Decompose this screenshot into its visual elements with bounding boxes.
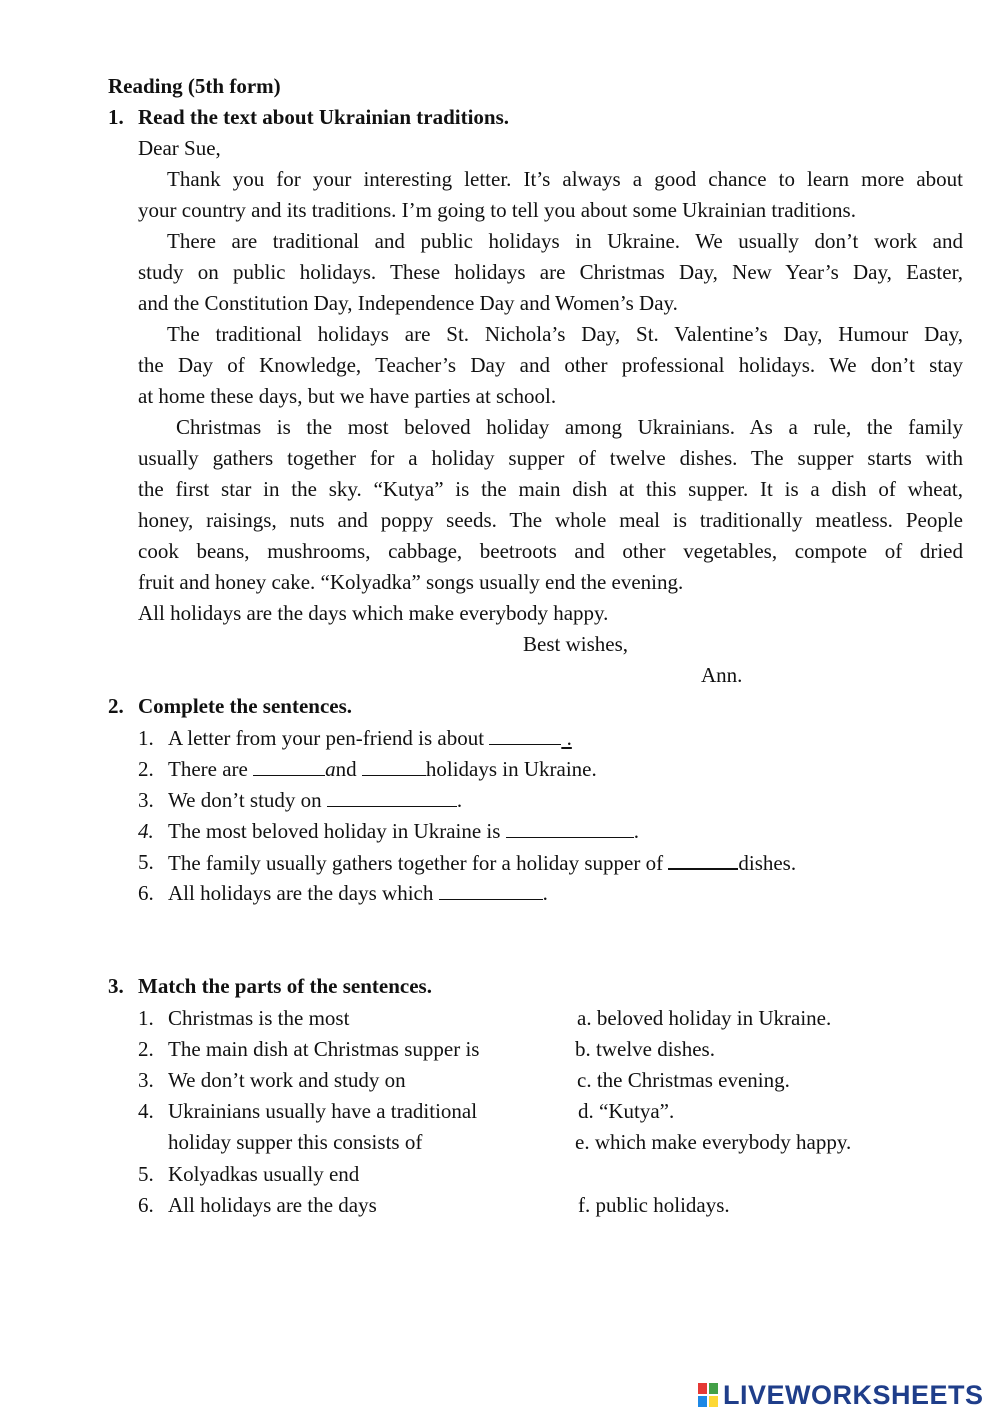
letter-signature: Ann.	[701, 663, 743, 687]
sentence-end: .	[542, 881, 548, 905]
task3-left-item[interactable]: Kolyadkas usually end	[168, 1162, 360, 1186]
task2-item-number: 1.	[138, 726, 154, 750]
letter-line: and the Constitution Day, Independence Day and Women’s Day.	[138, 291, 678, 315]
answer-blank[interactable]	[253, 757, 325, 776]
sentence-text: We don’t study on	[168, 788, 327, 812]
task2-item-number: 4.	[138, 819, 154, 843]
answer-blank[interactable]	[668, 850, 738, 870]
logo-square-blue	[697, 1395, 708, 1408]
task2-item-number: 5.	[138, 850, 154, 874]
letter-line: at home these days, but we have parties at school.	[138, 384, 557, 408]
sentence-text: The most beloved holiday in Ukraine is	[168, 819, 506, 843]
task1-heading: Read the text about Ukrainian traditions.	[138, 105, 510, 129]
page-title: Reading (5th form)	[108, 74, 281, 98]
answer-blank[interactable]	[439, 881, 543, 900]
liveworksheets-brand: LIVEWORKSHEETS	[723, 1379, 984, 1410]
task3-right-item[interactable]: d. “Kutya”.	[578, 1099, 675, 1123]
sentence-text: nd	[335, 757, 362, 781]
letter-line: cook beans, mushrooms, cabbage, beetroots and other vegetables, compote of dried	[138, 539, 963, 563]
task3-right-item[interactable]: e. which make everybody happy.	[575, 1130, 852, 1154]
task2-item-6	[168, 881, 548, 905]
answer-blank[interactable]	[327, 788, 457, 807]
task3-left-number: 5.	[138, 1162, 154, 1186]
task2-number: 2.	[108, 694, 124, 718]
letter-line: There are traditional and public holidays in Ukraine. We usually don’t work and	[167, 229, 963, 253]
sentence-text: The family usually gathers together for a holiday supper of	[168, 851, 669, 875]
sentence-end: .	[561, 726, 572, 750]
task3-left-item-cont[interactable]: holiday supper this consists of	[168, 1130, 423, 1154]
task2-item-number: 3.	[138, 788, 154, 812]
letter-line: The traditional holidays are St. Nichola’s Day, St. Valentine’s Day, Humour Day,	[167, 322, 963, 346]
sentence-text: There are	[168, 757, 254, 781]
task3-left-item[interactable]: Christmas is the most	[168, 1006, 350, 1030]
task2-item-1	[168, 726, 572, 750]
letter-line: your country and its traditions. I’m going to tell you about some Ukrainian traditions.	[138, 198, 856, 222]
sentence-end: .	[633, 819, 639, 843]
task3-heading: Match the parts of the sentences.	[138, 974, 432, 998]
letter-line: Thank you for your interesting letter. It’s always a good chance to learn more about	[167, 167, 963, 191]
task3-left-number: 3.	[138, 1068, 154, 1092]
sentence-end: .	[456, 788, 463, 812]
liveworksheets-logo-icon	[697, 1382, 719, 1408]
logo-square-green	[708, 1382, 719, 1395]
task2-item-5	[168, 850, 796, 875]
task3-left-number: 4.	[138, 1099, 154, 1123]
task2-item-4	[168, 819, 639, 843]
task2-item-number: 6.	[138, 881, 154, 905]
task3-left-number: 2.	[138, 1037, 154, 1061]
letter-line: the Day of Knowledge, Teacher’s Day and other professional holidays. We don’t stay	[138, 353, 963, 377]
answer-blank[interactable]	[362, 757, 426, 776]
letter-line: fruit and honey cake. “Kolyadka” songs usually end the evening.	[138, 570, 684, 594]
task2-item-3	[168, 788, 462, 812]
task3-left-item[interactable]: The main dish at Christmas supper is	[168, 1037, 480, 1061]
task3-left-item[interactable]: All holidays are the days	[168, 1193, 377, 1217]
letter-greeting: Dear Sue,	[138, 136, 221, 160]
task3-left-number: 1.	[138, 1006, 154, 1030]
letter-line: the first star in the sky. “Kutya” is the main dish at this supper. It is a dish of wheat,	[138, 477, 963, 501]
letter-sign-off: Best wishes,	[523, 632, 628, 656]
task2-item-2	[168, 757, 597, 781]
sentence-text: A letter from your pen-friend is about	[168, 726, 490, 750]
answer-blank[interactable]	[506, 819, 634, 838]
sentence-end: dishes.	[738, 851, 797, 875]
letter-line: honey, raisings, nuts and poppy seeds. The whole meal is traditionally meatless. People	[138, 508, 963, 532]
logo-square-red	[697, 1382, 708, 1395]
letter-closing-line: All holidays are the days which make everybody happy.	[138, 601, 609, 625]
letter-line: usually gathers together for a holiday supper of twelve dishes. The supper starts with	[138, 446, 963, 470]
sentence-end: holidays in Ukraine.	[425, 757, 597, 781]
task3-right-item[interactable]: b. twelve dishes.	[575, 1037, 715, 1061]
task3-right-item[interactable]: a. beloved holiday in Ukraine.	[577, 1006, 832, 1030]
logo-square-yellow	[708, 1395, 719, 1408]
task3-right-item[interactable]: f. public holidays.	[578, 1193, 730, 1217]
task3-left-item[interactable]: Ukrainians usually have a traditional	[168, 1099, 478, 1123]
letter-line: Christmas is the most beloved holiday among Ukrainians. As a rule, the family	[176, 415, 963, 439]
task3-right-item[interactable]: c. the Christmas evening.	[577, 1068, 790, 1092]
task3-left-number: 6.	[138, 1193, 154, 1217]
task1-number: 1.	[108, 105, 124, 129]
letter-line: study on public holidays. These holidays are Christmas Day, New Year’s Day, Easter,	[138, 260, 963, 284]
liveworksheets-logo	[697, 1378, 984, 1412]
task3-left-item[interactable]: We don’t work and study on	[168, 1068, 406, 1092]
task3-number: 3.	[108, 974, 124, 998]
sentence-text: All holidays are the days which	[168, 881, 439, 905]
answer-blank[interactable]	[489, 726, 561, 745]
sentence-italic: a	[325, 757, 336, 781]
task2-item-number: 2.	[138, 757, 154, 781]
task2-heading: Complete the sentences.	[138, 694, 353, 718]
